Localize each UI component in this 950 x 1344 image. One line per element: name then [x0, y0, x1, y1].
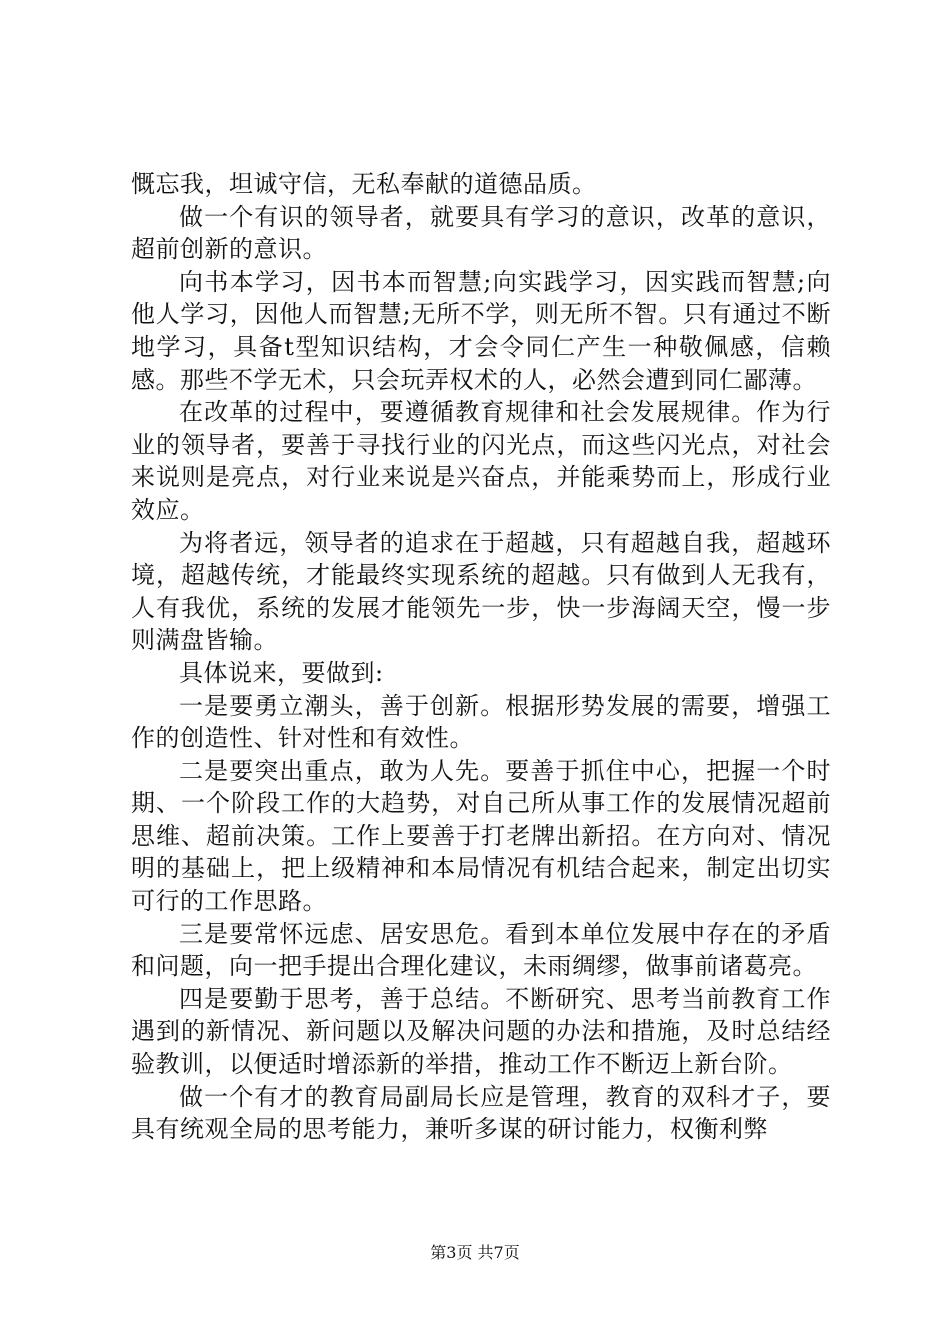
paragraph: 做一个有识的领导者，就要具有学习的意识，改革的意识，超前创新的意识。 [131, 202, 831, 264]
document-body [131, 168, 831, 1146]
paragraph: 二是要突出重点，敢为人先。要善于抓住中心，把握一个时期、一个阶段工作的大趋势，对自己所从事工作的发展情况超前思维、超前决策。工作上要善于打老牌出新招。在方向对、情况明的基础上，把上级精神和本局情况有机结合起来，制定出切实可行的工作思路。 [131, 756, 831, 916]
paragraph: 做一个有才的教育局副局长应是管理，教育的双科才子，要具有统观全局的思考能力，兼听多谋的研讨能力，权衡利弊 [131, 1082, 831, 1144]
paragraph: 三是要常怀远虑、居安思危。看到本单位发展中存在的矛盾和问题，向一把手提出合理化建议，未雨绸缪，做事前诸葛亮。 [131, 919, 831, 981]
page-number-footer: 第3页 共7页 [430, 1243, 520, 1262]
paragraph: 向书本学习，因书本而智慧;向实践学习，因实践而智慧;向他人学习，因他人而智慧;无所不学，则无所不智。只有通过不断地学习，具备t型知识结构，才会令同仁产生一种敬佩感，信赖感。那些不学无术，只会玩弄权术的人，必然会遭到同仁鄙薄。 [131, 267, 831, 394]
paragraph: 四是要勤于思考，善于总结。不断研究、思考当前教育工作遇到的新情况、新问题以及解决问题的办法和措施，及时总结经验教训，以便适时增添新的举措，推动工作不断迈上新台阶。 [131, 984, 831, 1079]
paragraph: 在改革的过程中，要遵循教育规律和社会发展规律。作为行业的领导者，要善于寻找行业的闪光点，而这些闪光点，对社会来说则是亮点，对行业来说是兴奋点，并能乘势而上，形成行业效应。 [131, 398, 831, 524]
paragraph: 具体说来，要做到: [179, 658, 384, 687]
paragraph: 为将者远，领导者的追求在于超越，只有超越自我，超越环境，超越传统，才能最终实现系统的超越。只有做到人无我有，人有我优，系统的发展才能领先一步，快一步海阔天空，慢一步则满盘皆输。 [131, 528, 831, 655]
paragraph-continuation: 慨忘我，坦诚守信，无私奉献的道德品质。 [131, 170, 597, 198]
paragraph: 一是要勇立潮头，善于创新。根据形势发展的需要，增强工作的创造性、针对性和有效性。 [131, 691, 831, 753]
